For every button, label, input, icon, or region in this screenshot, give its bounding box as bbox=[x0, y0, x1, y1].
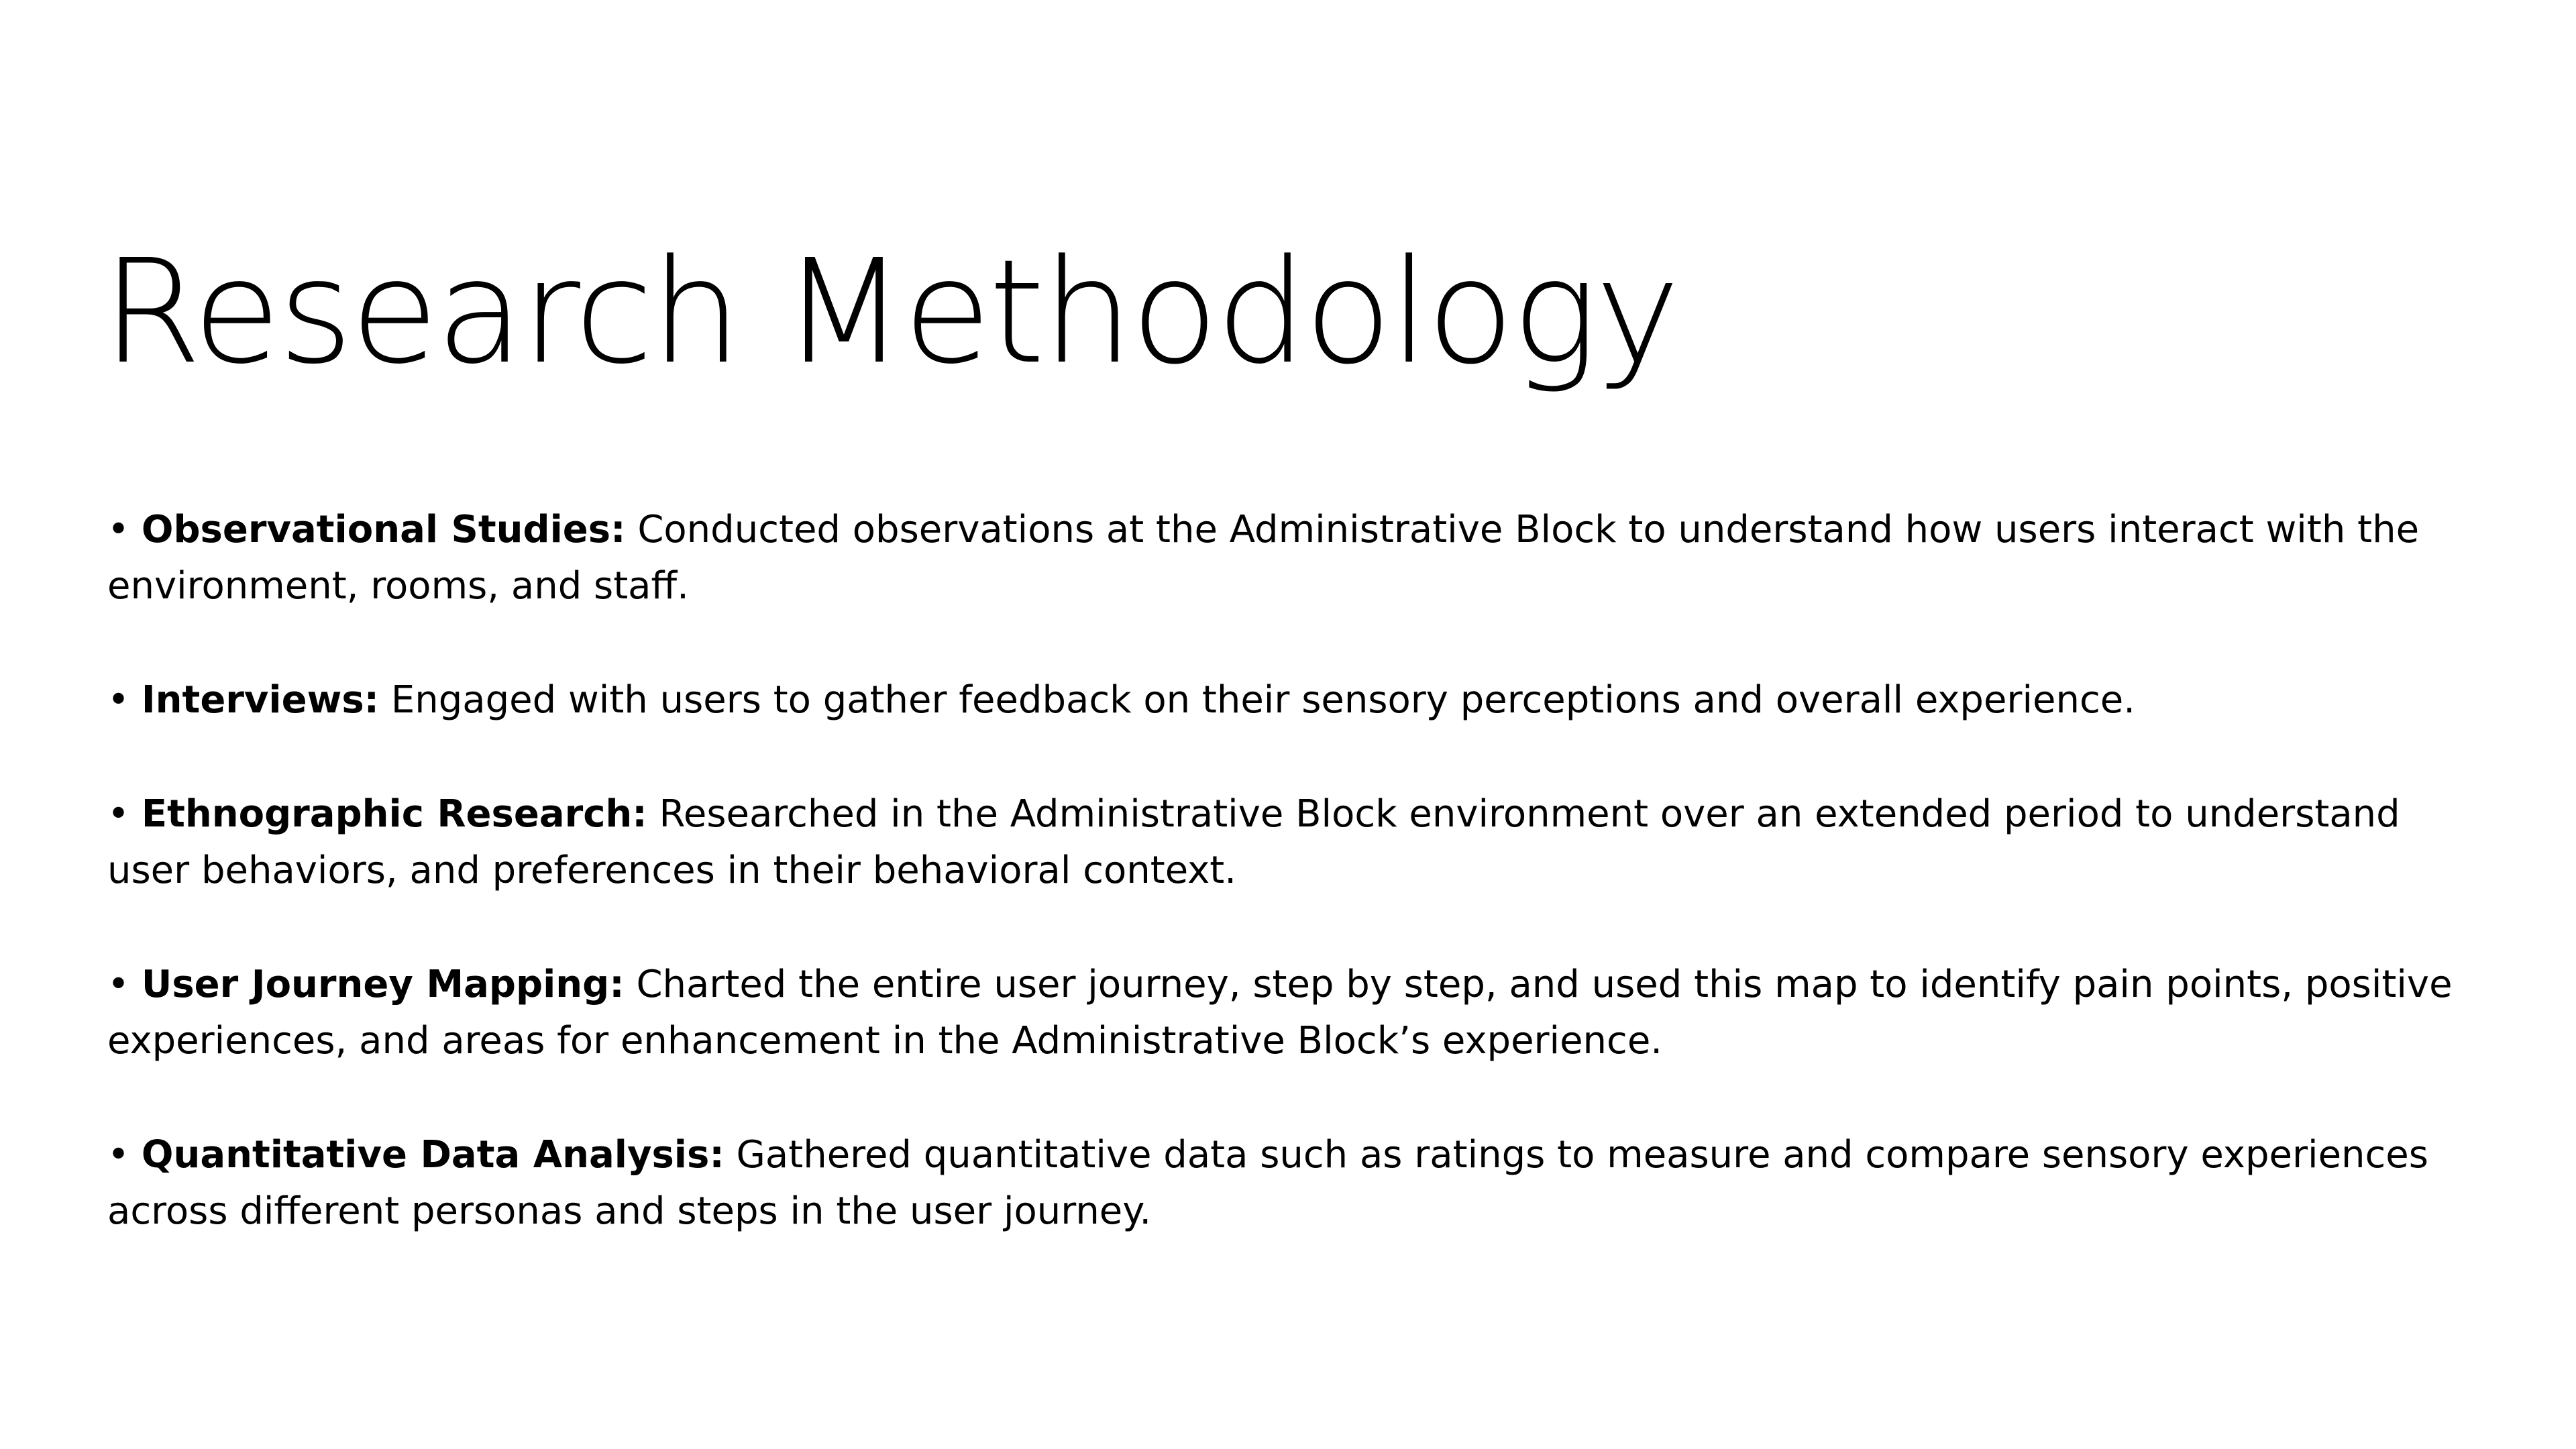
bullet-term: Interviews: bbox=[141, 678, 380, 722]
bullet-interviews bbox=[107, 672, 2482, 729]
bullet-text: Conducted observations at the Administrative Block to understand how users interact with the environment, rooms, and staff. bbox=[107, 508, 2420, 608]
bullet-marker: • bbox=[107, 508, 130, 551]
bullet-term: Ethnographic Research: bbox=[141, 792, 647, 836]
bullet-term: User Journey Mapping: bbox=[141, 963, 625, 1006]
bullet-marker: • bbox=[107, 1133, 130, 1177]
bullet-text: Engaged with users to gather feedback on their sensory perceptions and overall experience. bbox=[390, 678, 2135, 722]
bullet-marker: • bbox=[107, 963, 130, 1006]
bullet-text: Charted the entire user journey, step by step, and used this map to identify pain points, positive experiences, and areas for enhancement in the Administrative Block’s experience. bbox=[107, 963, 2453, 1063]
bullet-list bbox=[107, 502, 2482, 1297]
bullet-term: Observational Studies: bbox=[141, 508, 626, 551]
bullet-text: Researched in the Administrative Block environment over an extended period to understand user behaviors, and preferences in their behavioral context. bbox=[107, 792, 2400, 892]
bullet-observational-studies bbox=[107, 502, 2482, 614]
bullet-user-journey-mapping bbox=[107, 957, 2482, 1069]
bullet-quantitative-data-analysis bbox=[107, 1127, 2482, 1240]
slide-title: Research Methodology bbox=[102, 229, 1678, 396]
bullet-marker: • bbox=[107, 678, 130, 722]
bullet-text: Gathered quantitative data such as ratings to measure and compare sensory experiences across different personas and steps in the user journey. bbox=[107, 1133, 2428, 1233]
bullet-marker: • bbox=[107, 792, 130, 836]
bullet-ethnographic-research bbox=[107, 786, 2482, 899]
bullet-term: Quantitative Data Analysis: bbox=[141, 1133, 724, 1177]
